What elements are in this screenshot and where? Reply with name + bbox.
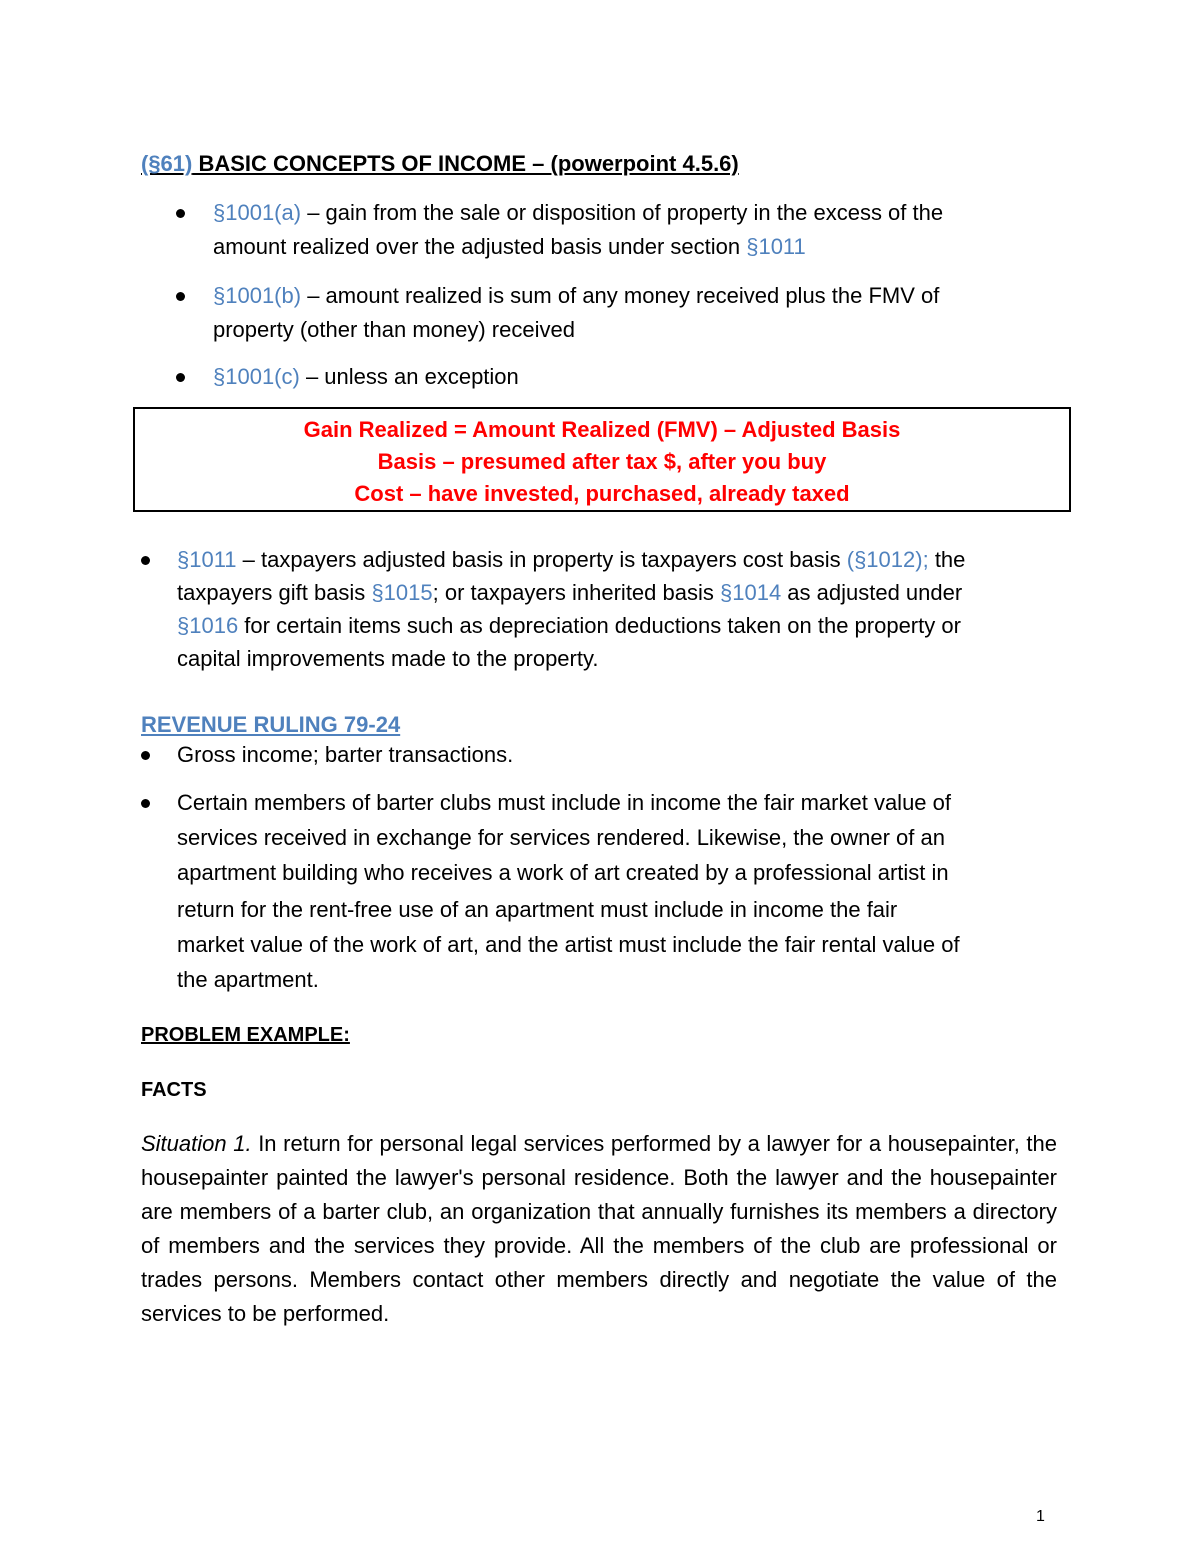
bullet-text: – amount realized is sum of any money received plus the FMV of bbox=[301, 283, 940, 308]
bullet-dot bbox=[176, 292, 185, 301]
revenue-ruling-bullet-2-line2: services received in exchange for services rendered. Likewise, the owner of an bbox=[177, 825, 945, 850]
bullet-1011-line4 bbox=[177, 642, 598, 676]
situation-label: Situation 1. bbox=[141, 1131, 252, 1156]
facts-heading: FACTS bbox=[141, 1079, 207, 1101]
title-section-ref: (§61) bbox=[141, 151, 193, 176]
formula-cost: Cost – have invested, purchased, already taxed bbox=[354, 481, 850, 506]
title-text: BASIC CONCEPTS OF INCOME – (powerpoint 4.5.6) bbox=[192, 151, 739, 176]
situation-paragraph bbox=[141, 1127, 1057, 1331]
ref-1011: §1011 bbox=[746, 234, 806, 259]
bullet-text: the bbox=[928, 547, 966, 572]
revenue-ruling-bullet-1: Gross income; barter transactions. bbox=[177, 742, 514, 767]
revenue-ruling-bullet-2-line6: the apartment. bbox=[177, 967, 319, 992]
page-number: 1 bbox=[1036, 1508, 1045, 1525]
page-title bbox=[141, 147, 739, 181]
revenue-ruling-bullet-2-line1: Certain members of barter clubs must include in income the fair market value of bbox=[177, 790, 951, 815]
formula-gain-realized: Gain Realized = Amount Realized (FMV) – Adjusted Basis bbox=[303, 417, 901, 442]
ref-1001a: §1001(a) bbox=[213, 200, 302, 225]
bullet-1001c-line1 bbox=[213, 360, 519, 394]
bullet-1001b-line2 bbox=[213, 313, 575, 347]
bullet-dot bbox=[141, 799, 150, 808]
bullet-text: – taxpayers adjusted basis in property is taxpayers cost basis bbox=[236, 547, 847, 572]
ref-1001b: §1001(b) bbox=[213, 283, 302, 308]
bullet-text: property (other than money) received bbox=[213, 317, 575, 342]
bullet-text: for certain items such as depreciation deductions taken on the property or bbox=[238, 613, 961, 638]
bullet-text: as adjusted under bbox=[781, 580, 963, 605]
bullet-dot bbox=[141, 556, 150, 565]
bullet-1011-line3 bbox=[177, 609, 961, 643]
bullet-text: capital improvements made to the property. bbox=[177, 646, 599, 671]
bullet-1011-line1 bbox=[177, 543, 965, 577]
bullet-dot bbox=[176, 373, 185, 382]
ref-1015: §1015 bbox=[371, 580, 433, 605]
bullet-dot bbox=[141, 751, 150, 760]
ref-1011: §1011 bbox=[177, 547, 237, 572]
ref-1001c: §1001(c) bbox=[213, 364, 300, 389]
bullet-text: – unless an exception bbox=[299, 364, 519, 389]
bullet-text: ; or taxpayers inherited basis bbox=[432, 580, 720, 605]
ref-1014: §1014 bbox=[720, 580, 782, 605]
bullet-text: taxpayers gift basis bbox=[177, 580, 372, 605]
bullet-1011-line2 bbox=[177, 576, 962, 610]
bullet-text: amount realized over the adjusted basis under section bbox=[213, 234, 747, 259]
bullet-1001a-line1 bbox=[213, 196, 943, 230]
formula-box bbox=[133, 407, 1071, 512]
revenue-ruling-heading: REVENUE RULING 79-24 bbox=[141, 712, 401, 737]
revenue-ruling-bullet-2-line3: apartment building who receives a work of art created by a professional artist in bbox=[177, 860, 949, 885]
bullet-dot bbox=[176, 209, 185, 218]
revenue-ruling-bullet-2-line5: market value of the work of art, and the artist must include the fair rental value of bbox=[177, 932, 960, 957]
situation-text: In return for personal legal services performed by a lawyer for a housepainter, the housepainter painted the lawyer's personal residence. Both the lawyer and the housepainter are members of a barter club, an organization that annually furnishes its members a directory of members and the services they provide. All the members of the club are professional or trades persons. Members contact other members directly and negotiate the value of the services to be performed. bbox=[141, 1131, 1057, 1326]
bullet-1001b-line1 bbox=[213, 279, 939, 313]
formula-basis: Basis – presumed after tax $, after you buy bbox=[377, 449, 827, 474]
revenue-ruling-bullet-2-line4: return for the rent-free use of an apartment must include in income the fair bbox=[177, 897, 898, 922]
problem-example-heading: PROBLEM EXAMPLE: bbox=[141, 1024, 350, 1046]
ref-1016: §1016 bbox=[177, 613, 239, 638]
bullet-text: – gain from the sale or disposition of property in the excess of the bbox=[301, 200, 944, 225]
bullet-1001a-line2 bbox=[213, 230, 806, 264]
ref-1012: (§1012); bbox=[846, 547, 929, 572]
